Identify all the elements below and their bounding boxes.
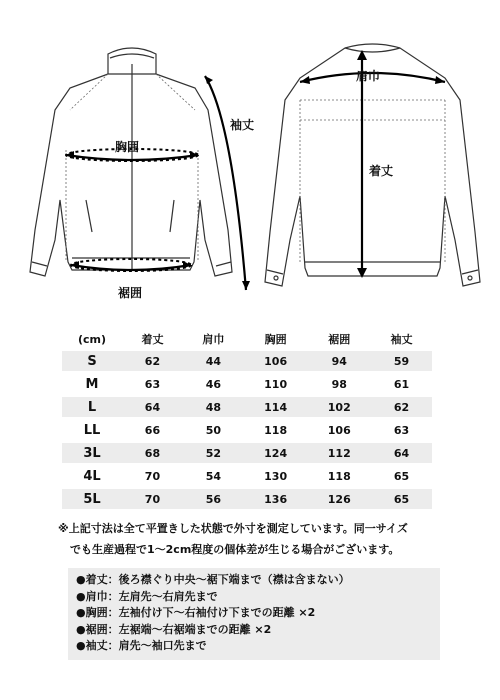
table-cell: 118 [264, 423, 288, 437]
table-cell: 136 [244, 489, 308, 509]
size-table [62, 327, 432, 512]
legend-item-length: ●着丈：後ろ襟ぐり中央〜裾下端まで（襟は含まない） [76, 573, 350, 586]
table-cell: 65 [371, 489, 432, 509]
table-cell: 63 [393, 423, 410, 437]
size-cell: LL [83, 422, 101, 438]
jacket-illustration [0, 0, 500, 320]
table-row [62, 489, 432, 509]
header-chest: 胸囲 [264, 333, 287, 346]
table-cell: 63 [144, 377, 161, 391]
table-cell: 65 [393, 469, 410, 483]
length-measure-line [357, 50, 367, 278]
table-cell: 70 [122, 489, 183, 509]
table-cell: 64 [371, 443, 432, 463]
table-row [62, 466, 432, 486]
shoulder-label: 肩巾 [356, 69, 381, 83]
table-cell: 64 [122, 397, 183, 417]
header-hem: 裾囲 [328, 333, 351, 346]
measurement-legend [68, 568, 440, 660]
size-cell: S [62, 351, 122, 371]
table-cell: 94 [307, 351, 371, 371]
table-cell: 126 [307, 489, 371, 509]
size-cell: 3L [62, 443, 122, 463]
length-label: 着丈 [369, 164, 394, 178]
table-cell: 62 [371, 397, 432, 417]
size-cell: M [85, 376, 99, 392]
table-row [62, 443, 432, 463]
table-cell: 56 [183, 489, 244, 509]
table-cell: 118 [327, 469, 351, 483]
legend-item-shoulder: ●肩巾：左肩先〜右肩先まで [76, 589, 218, 603]
sleeve-label: 袖丈 [230, 118, 255, 132]
table-cell: 52 [183, 443, 244, 463]
hem-measure-line [71, 259, 191, 271]
table-row [62, 397, 432, 417]
header-sleeve: 袖丈 [390, 333, 413, 346]
table-cell: 68 [122, 443, 183, 463]
table-row [62, 374, 432, 394]
table-cell: 110 [264, 377, 288, 391]
table-row [62, 420, 432, 440]
table-cell: 54 [205, 469, 222, 483]
table-cell: 102 [307, 397, 371, 417]
chest-label: 胸囲 [115, 140, 140, 154]
table-cell: 61 [393, 377, 410, 391]
legend-item-hem: ●裾囲：左裾端〜右裾端までの距離 ×2 [76, 622, 272, 636]
sleeve-measure-line [205, 76, 250, 290]
size-cell: 4L [83, 468, 101, 484]
legend-item-sleeve: ●袖丈：肩先〜袖口先まで [76, 639, 207, 652]
table-cell: 114 [244, 397, 308, 417]
table-cell: 62 [122, 351, 183, 371]
size-cell: 5L [62, 489, 122, 509]
table-cell: 70 [144, 469, 161, 483]
table-cell: 98 [331, 377, 347, 391]
table-cell: 46 [205, 377, 222, 391]
measurement-note [58, 518, 478, 560]
front-jacket-drawing [30, 48, 232, 276]
table-cell: 106 [327, 423, 351, 437]
size-cell: L [62, 397, 122, 417]
table-cell: 59 [371, 351, 432, 371]
header-unit: (cm) [77, 332, 107, 346]
table-cell: 112 [307, 443, 371, 463]
table-cell: 48 [183, 397, 244, 417]
table-cell: 44 [183, 351, 244, 371]
table-cell: 106 [244, 351, 308, 371]
table-header-row [62, 330, 432, 348]
table-cell: 130 [264, 469, 288, 483]
legend-item-chest: ●胸囲：左袖付け下〜右袖付け下までの距離 ×2 [76, 606, 316, 619]
table-cell: 124 [244, 443, 308, 463]
table-cell: 50 [205, 423, 222, 437]
table-cell: 66 [144, 423, 161, 437]
header-length: 着丈 [141, 333, 164, 346]
hem-label: 裾囲 [118, 286, 143, 300]
table-row [62, 351, 432, 371]
note-line-2: でも生産過程で1〜2cm程度の個体差が生じる場合がございます。 [70, 543, 400, 556]
header-shoulder: 肩巾 [202, 333, 225, 346]
note-line-1: ※上記寸法は全て平置きした状態で外寸を測定しています。同一サイズ [58, 522, 408, 535]
